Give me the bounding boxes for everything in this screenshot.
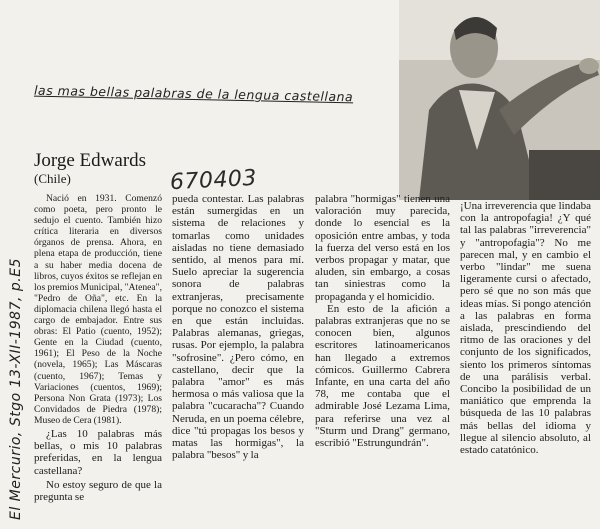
article-column-3 (315, 193, 450, 449)
article-column-1 (34, 193, 162, 503)
handwritten-margin-note: El Mercurio, Stgo 13-XII-1987, p.E5 (8, 258, 24, 520)
article-column-1-end: No estoy seguro de que la pregunta se (34, 478, 162, 503)
article-column-4 (460, 200, 591, 456)
handwritten-headline: las mas bellas palabras de la lengua castellana (33, 82, 354, 105)
article-paragraph: ¡Una irreverencia que lindaba con la antropofagia! ¿Y qué tal las palabras "irreverencia" y "antropofagia"? No me parecen mal, y en cambio el verbo "lindar" me suena ligeramente cursi o afectado, pero sé que no son más que ideas mías. Si pongo atención a las palabras en forma aislada, prescindiendo del ritmo de las oraciones y del conjunto de los significados, siento los primeros síntomas de una parálisis verbal. Concibo la posibilidad de un maniático que emprenda la búsqueda de las 10 palabras más bellas del idioma y llegue al silencio absoluto, al estado catatónico. (460, 200, 591, 457)
article-column-2 (172, 193, 304, 461)
author-bio: Nació en 1931. Comenzó como poeta, pero pronto le sedujo el cuento. También hizo crítica literaria en diversos órganos de prensa. Ahora, en plena etapa de producción, tiene a su haber media docena de libros, cuyos éxitos se reflejan en los premios Municipal, "Atenea", "Pedro de Oña", etc. En la diplomacia chilena llegó hasta el cargo de embajador. Entre sus obras: El Patio (cuento, 1952); Gente en la Ciudad (cuento, 1961); El Peso de la Noche (novela, 1965); Las Máscaras (cuento, 1967); Temas y Variaciones (cuentos, 1969); Persona Non Grata (1973); Los Convidados de Piedra (1978); Museo de Cera (1981). (34, 193, 162, 426)
author-heading (34, 150, 146, 186)
author-name: Jorge Edwards (34, 150, 147, 171)
portrait-photo-icon (399, 0, 600, 200)
article-question: ¿Las 10 palabras más bellas, o mis 10 palabras preferidas, en la lengua castellana? (34, 427, 162, 477)
author-portrait (399, 0, 600, 200)
article-paragraph: En esto de la afición a palabras extranjeras que no se conocen bien, algunos escritores latinoamericanos han llegado a extremos cómicos. Guillermo Cabrera Infante, en una carta del año 78, me contaba que el admirable José Lezama Lima, para referirse una vez al "Sturm und Drang" germano, escribió "Estrungundrán". (315, 302, 450, 450)
handwritten-catalog-number: 670403 (169, 165, 258, 196)
article-paragraph: pueda contestar. Las palabras están sumergidas en un sistema de relaciones y tomarlas como unidades aisladas no tiene demasiado sentido, al menos para mí. Suelo apreciar la sugerencia sonora de palabras extranjeras, precisamente porque no conozco el sistema en que están incluidas. Palabras alemanas, griegas, rusas. Por ejemplo, la palabra "sofrosine". ¿Pero cómo, en castellano, decir que la palabra "amor" es más hermosa o más valiosa que la palabra "cucaracha"? Cuando Neruda, en un poema célebre, dice "tú propagas los besos y matas las hormigas", la palabra "besos" y la (172, 193, 304, 462)
article-paragraph: palabra "hormigas" tienen una valoración muy parecida, donde lo esencial es la oposición entre ambas, y toda la fuerza del verso está en los verbos propagar y matar, que aluden, sin embargo, a cosas tan siniestras como la propaganda y el homicidio. (315, 193, 450, 303)
author-country: (Chile) (34, 171, 71, 186)
